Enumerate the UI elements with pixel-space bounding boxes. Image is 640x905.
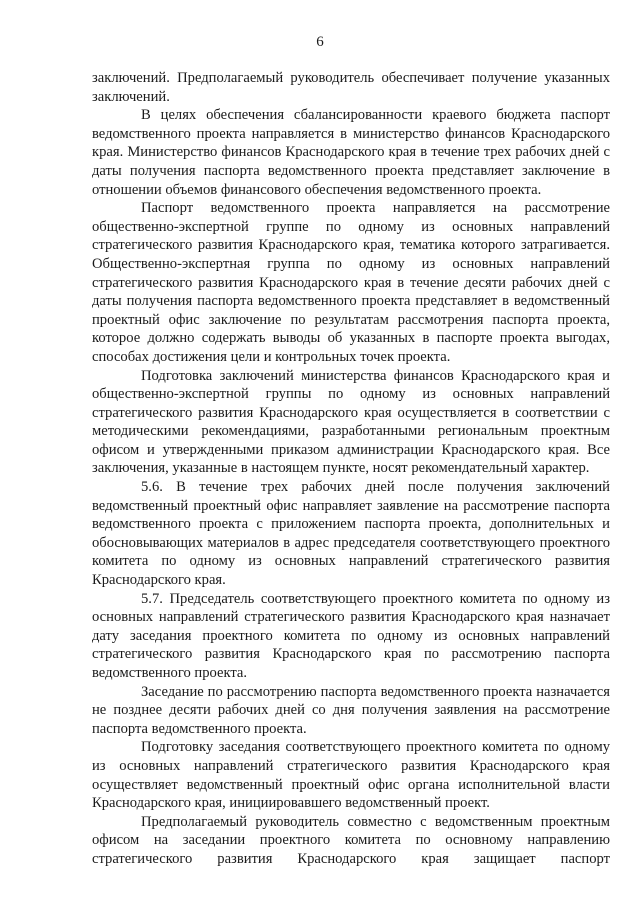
- paragraph-7: Заседание по рассмотрению паспорта ведомственного проекта назначается не позднее десяти рабочих дней со дня получения заявления на рассмотрение паспорта ведомственного проекта.: [92, 683, 610, 737]
- document-body: [92, 69, 610, 869]
- page-number: 6: [316, 34, 324, 50]
- paragraph-4: Подготовка заключений министерства финансов Краснодарского края и общественно-экспертной группы по одному из основных направлений стратегического развития Краснодарского края осуществляется в соответствии с методическими рекомендациями, разработанными региональным проектным офисом и утвержденными приказом администрации Краснодарского края. Все заключения, указанные в настоящем пункте, носят рекомендательный характер.: [92, 367, 610, 477]
- paragraph-9: Предполагаемый руководитель совместно с ведомственным проектным офисом на заседании проектного комитета по основному направлению стратегического развития Краснодарского края защищает паспорт: [92, 813, 610, 867]
- paragraph-6: 5.7. Председатель соответствующего проектного комитета по одному из основных направлений стратегического развития Краснодарского края назначает дату заседания проектного комитета по одному из основных направлений стратегического развития Краснодарского края по рассмотрению паспорта ведомственного проекта.: [92, 590, 610, 681]
- paragraph-5: 5.6. В течение трех рабочих дней после получения заключений ведомственный проектный офис направляет заявление на рассмотрение паспорта ведомственного проекта с приложением паспорта проекта, дополнительных и обосновывающих материалов в адрес председателя соответствующего проектного комитета по одному из основных направлений стратегического развития Краснодарского края.: [92, 479, 610, 589]
- paragraph-2: В целях обеспечения сбалансированности краевого бюджета паспорт ведомственного проекта направляется в министерство финансов Краснодарского края. Министерство финансов Краснодарского края в течение трех рабочих дней с даты получения паспорта ведомственного проекта представляет заключение в отношении объемов финансового обеспечения ведомственного проекта.: [92, 107, 610, 198]
- paragraph-3: Паспорт ведомственного проекта направляется на рассмотрение общественно-экспертной группе по одному из основных направлений стратегического развития Краснодарского края, тематика которого затрагивается. Общественно-экспертная группа по одному из основных направлений стратегического развития Краснодарского края в течение десяти рабочих дней с даты получения паспорта ведомственного проекта представляет в ведомственный проектный офис заключение по результатам рассмотрения паспорта проекта, которое должно содержать выводы об указанных в паспорте проекта выгодах, способах достижения цели и контрольных точек проекта.: [92, 200, 610, 365]
- paragraph-8: Подготовку заседания соответствующего проектного комитета по одному из основных направлений стратегического развития Краснодарского края осуществляет ведомственный проектный офис органа исполнительной власти Краснодарского края, инициировавшего ведомственный проект.: [92, 739, 610, 812]
- paragraph-1: заключений. Предполагаемый руководитель обеспечивает получение указанных заключений.: [92, 70, 610, 105]
